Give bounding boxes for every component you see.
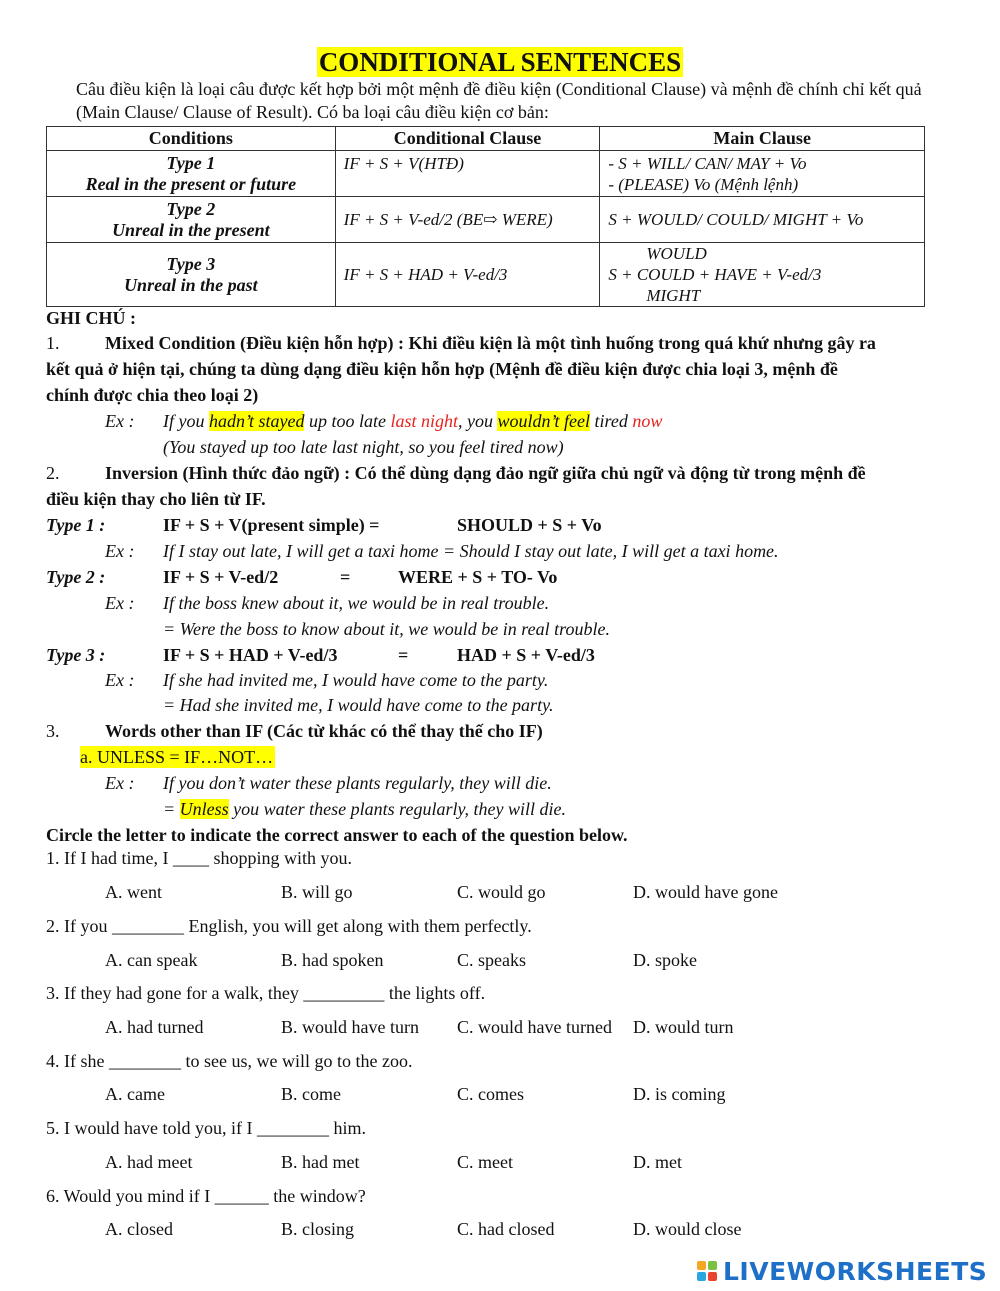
example-part: tired	[589, 411, 633, 431]
example-sentence: (You stayed up too late last night, so you feel tired now)	[163, 437, 564, 457]
logo-square	[697, 1261, 706, 1270]
note-text: kết quả ở hiện tại, chúng ta dùng dạng điều kiện hỗn hợp (Mệnh đề điều kiện được chia loại 3, mệnh đề	[46, 359, 838, 379]
equals-sign: =	[340, 567, 351, 587]
answer-option-d[interactable]: D. would turn	[633, 1017, 734, 1037]
answer-option-d[interactable]: D. would close	[633, 1219, 742, 1239]
answer-option-c[interactable]: C. meet	[457, 1152, 513, 1172]
inversion-formula: HAD + S + V-ed/3	[457, 645, 595, 665]
highlighted-text: Unless	[179, 799, 229, 819]
table-header: Conditions	[47, 127, 336, 151]
main-clause-cell	[600, 243, 925, 307]
answer-option-b[interactable]: B. had spoken	[281, 950, 384, 970]
logo-square	[697, 1272, 706, 1281]
answer-option-d[interactable]: D. met	[633, 1152, 682, 1172]
example-sentence: If you don’t water these plants regularly, they will die.	[163, 773, 552, 793]
answer-option-a[interactable]: A. went	[105, 882, 162, 902]
inversion-formula: SHOULD + S + Vo	[457, 515, 602, 535]
table-header: Conditional Clause	[335, 127, 600, 151]
inversion-formula: WERE + S + TO- Vo	[398, 567, 558, 587]
example-part: , you	[457, 411, 498, 431]
main-clause-line: WOULD	[646, 244, 707, 263]
formula: IF + S + V-ed/2	[163, 567, 279, 587]
red-text: last night	[390, 411, 458, 431]
example-sentence: If I stay out late, I will get a taxi home = Should I stay out late, I will get a taxi home.	[163, 541, 779, 561]
answer-option-a[interactable]: A. can speak	[105, 950, 198, 970]
note-number: 1.	[46, 333, 60, 353]
answer-option-c[interactable]: C. would go	[457, 882, 546, 902]
type-label: Type 1 :	[46, 515, 106, 535]
main-clause-cell: S + WOULD/ COULD/ MIGHT + Vo	[600, 197, 925, 243]
main-clause-line: S + COULD + HAVE + V-ed/3	[608, 265, 822, 284]
answer-option-b[interactable]: B. come	[281, 1084, 341, 1104]
note-number: 2.	[46, 463, 60, 483]
answer-option-a[interactable]: A. had turned	[105, 1017, 204, 1037]
condition-type: Type 3	[166, 253, 216, 274]
note-number: 3.	[46, 721, 60, 741]
example-sentence: = Had she invited me, I would have come to the party.	[163, 695, 554, 715]
example-sentence	[163, 798, 566, 820]
main-clause-line: MIGHT	[646, 286, 701, 305]
type-label: Type 2 :	[46, 567, 106, 587]
condition-type: Type 1	[166, 152, 216, 173]
answer-option-a[interactable]: A. closed	[105, 1219, 173, 1239]
question-text: 4. If she ________ to see us, we will go to the zoo.	[46, 1051, 413, 1071]
answer-option-a[interactable]: A. had meet	[105, 1152, 193, 1172]
condition-cell	[47, 151, 336, 197]
conditions-table	[46, 126, 925, 307]
answer-option-b[interactable]: B. would have turn	[281, 1017, 419, 1037]
exercise-instruction: Circle the letter to indicate the correct answer to each of the question below.	[46, 825, 628, 845]
example-part: If you	[163, 411, 209, 431]
main-clause-line: - (PLEASE) Vo (Mệnh lệnh)	[608, 175, 799, 194]
note-text: chính được chia theo loại 2)	[46, 385, 259, 405]
table-row	[47, 243, 925, 307]
red-text: now	[632, 411, 663, 431]
table-row	[47, 151, 925, 197]
example-label: Ex :	[105, 773, 135, 793]
condition-type: Type 2	[166, 198, 216, 219]
example-sentence: = Were the boss to know about it, we would be in real trouble.	[163, 619, 610, 639]
note-text: điều kiện thay cho liên từ IF.	[46, 489, 266, 509]
example-part: up too late	[304, 411, 391, 431]
answer-option-c[interactable]: C. had closed	[457, 1219, 555, 1239]
logo-text: LIVEWORKSHEETS	[723, 1256, 988, 1286]
logo-square	[708, 1261, 717, 1270]
logo-square	[708, 1272, 717, 1281]
intro-paragraph: Câu điều kiện là loại câu được kết hợp bởi một mệnh đề điều kiện (Conditional Clause) và mệnh đề chính chỉ kết quả (Main Clause/ Clause of Result). Có ba loại câu điều kiện cơ bản:	[76, 79, 922, 122]
condition-desc: Unreal in the past	[124, 274, 258, 295]
page-title: CONDITIONAL SENTENCES	[318, 47, 682, 77]
example-label: Ex :	[105, 593, 135, 613]
formula: IF + S + HAD + V-ed/3	[163, 645, 338, 665]
answer-option-b[interactable]: B. closing	[281, 1219, 355, 1239]
answer-option-d[interactable]: D. spoke	[633, 950, 697, 970]
answer-option-c[interactable]: C. would have turned	[457, 1017, 612, 1037]
conditional-clause-cell: IF + S + V(HTĐ)	[335, 151, 600, 197]
answer-option-c[interactable]: C. comes	[457, 1084, 524, 1104]
question-text: 2. If you ________ English, you will get along with them perfectly.	[46, 916, 532, 936]
example-sentence	[163, 410, 662, 432]
conditional-clause-cell: IF + S + HAD + V-ed/3	[335, 243, 600, 307]
example-label: Ex :	[105, 411, 135, 431]
condition-desc: Unreal in the present	[112, 219, 270, 240]
equals-sign: =	[398, 645, 409, 665]
unless-rule: a. UNLESS = IF…NOT…	[80, 747, 274, 767]
table-header: Main Clause	[600, 127, 925, 151]
logo-grid-icon	[697, 1261, 717, 1281]
highlighted-text: wouldn’t feel	[497, 411, 590, 431]
condition-cell	[47, 197, 336, 243]
example-sentence: If the boss knew about it, we would be in real trouble.	[163, 593, 550, 613]
condition-desc: Real in the present or future	[85, 173, 297, 194]
main-clause-line: - S + WILL/ CAN/ MAY + Vo	[608, 154, 807, 173]
example-label: Ex :	[105, 541, 135, 561]
answer-option-d[interactable]: D. would have gone	[633, 882, 778, 902]
question-text: 5. I would have told you, if I ________ him.	[46, 1118, 366, 1138]
example-part: =	[163, 799, 180, 819]
question-text: 1. If I had time, I ____ shopping with you.	[46, 848, 352, 868]
conditional-clause-cell: IF + S + V-ed/2 (BE⇨ WERE)	[335, 197, 600, 243]
example-label: Ex :	[105, 670, 135, 690]
type-label: Type 3 :	[46, 645, 106, 665]
example-sentence: If she had invited me, I would have come to the party.	[163, 670, 549, 690]
main-clause-cell	[600, 151, 925, 197]
highlighted-text: hadn’t stayed	[208, 411, 305, 431]
table-header-row	[47, 127, 925, 151]
note-text: Words other than IF (Các từ khác có thể thay thế cho IF)	[105, 721, 543, 741]
condition-cell	[47, 243, 336, 307]
liveworksheets-logo[interactable]	[697, 1256, 987, 1286]
answer-option-d[interactable]: D. is coming	[633, 1084, 726, 1104]
answer-option-b[interactable]: B. had met	[281, 1152, 360, 1172]
answer-option-b[interactable]: B. will go	[281, 882, 353, 902]
table-row	[47, 197, 925, 243]
answer-option-a[interactable]: A. came	[105, 1084, 165, 1104]
question-text: 3. If they had gone for a walk, they _________ the lights off.	[46, 983, 486, 1003]
question-text: 6. Would you mind if I ______ the window?	[46, 1186, 366, 1206]
formula: IF + S + V(present simple) =	[163, 515, 380, 535]
answer-option-c[interactable]: C. speaks	[457, 950, 526, 970]
example-part: you water these plants regularly, they will die.	[228, 799, 566, 819]
note-text: Inversion (Hình thức đảo ngữ) : Có thể dùng dạng đảo ngữ giữa chủ ngữ và động từ trong mệnh đề	[105, 463, 866, 483]
notes-heading: GHI CHÚ :	[46, 308, 136, 328]
note-text: Mixed Condition (Điều kiện hỗn hợp) : Khi điều kiện là một tình huống trong quá khứ nhưng gây ra	[105, 333, 876, 353]
